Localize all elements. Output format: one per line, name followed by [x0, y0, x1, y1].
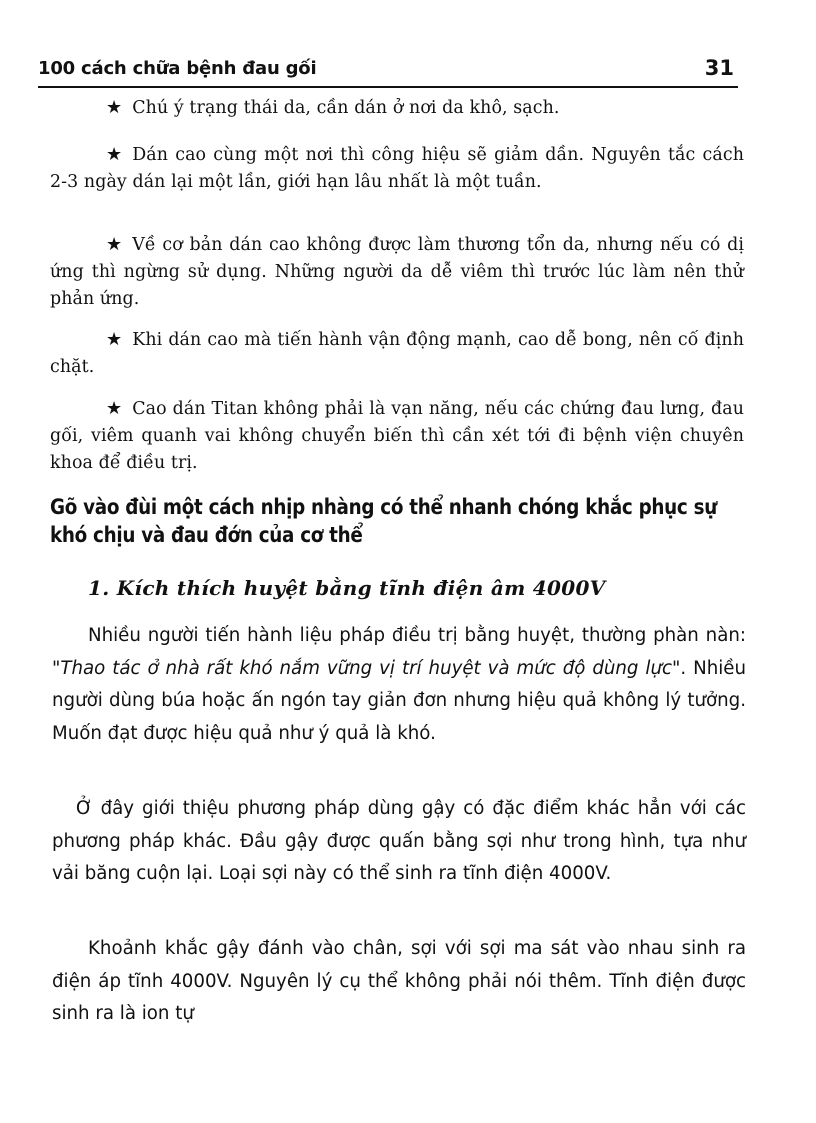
star-bullet-icon: ★: [106, 329, 123, 350]
tip-text: Chú ý trạng thái da, cần dán ở nơi da khô, sạch.: [132, 98, 560, 118]
body-paragraph: [52, 620, 746, 750]
subsection-heading: 1. Kích thích huyệt bằng tĩnh điện âm 4000V: [88, 576, 606, 600]
body-paragraph: Khoảnh khắc gậy đánh vào chân, sợi với sợi ma sát vào nhau sinh ra điện áp tĩnh 4000V. Nguyên lý cụ thể không phải nói thêm. Tĩnh điện được sinh ra là ion tự: [52, 938, 746, 1024]
star-bullet-icon: ★: [106, 398, 123, 419]
body-paragraph: Ở đây giới thiệu phương pháp dùng gậy có đặc điểm khác hẳn với các phương pháp khác. Đầu gậy được quấn bằng sợi như trong hình, tựa như vải băng cuộn lại. Loại sợi này có thể sinh ra tĩnh điện 4000V.: [52, 798, 746, 884]
tip-text: Khi dán cao mà tiến hành vận động mạnh, cao dễ bong, nên cố định chặt.: [50, 330, 744, 377]
star-bullet-icon: ★: [106, 234, 123, 255]
tip-paragraph: [50, 141, 744, 196]
star-bullet-icon: ★: [106, 144, 123, 165]
page-number: 31: [704, 56, 734, 80]
quoted-complaint: "Thao tác ở nhà rất khó nắm vững vị trí huyệt và mức độ dùng lực": [52, 657, 681, 679]
tip-text: Về cơ bản dán cao không được làm thương tổn da, nhưng nếu có dị ứng thì ngừng sử dụng. Những người da dễ viêm thì trước lúc làm nên thử phản ứng.: [50, 235, 744, 309]
tip-text: Cao dán Titan không phải là vạn năng, nếu các chứng đau lưng, đau gối, viêm quanh vai không chuyển biến thì cần xét tới đi bệnh viện chuyên khoa để điều trị.: [50, 399, 744, 473]
tip-paragraph: [50, 231, 744, 313]
book-title: 100 cách chữa bệnh đau gối: [38, 58, 317, 79]
tip-paragraph: [50, 395, 744, 477]
tip-paragraph: [50, 94, 744, 122]
section-heading: Gõ vào đùi một cách nhịp nhàng có thể nhanh chóng khắc phục sự khó chịu và đau đớn của cơ thể: [50, 495, 717, 547]
paragraph-text: . Nhiều người dùng búa hoặc ấn ngón tay giản đơn nhưng hiệu quả không lý tưởng. Muốn đạt được hiệu quả như ý quả là khó.: [52, 657, 746, 744]
running-header: [38, 56, 738, 88]
paragraph-text: Nhiều người tiến hành liệu pháp điều trị bằng huyệt, thường phàn nàn:: [88, 625, 746, 646]
tip-text: Dán cao cùng một nơi thì công hiệu sẽ giảm dần. Nguyên tắc cách 2-3 ngày dán lại một lần, giới hạn lâu nhất là một tuần.: [50, 145, 744, 192]
tip-paragraph: [50, 326, 744, 381]
star-bullet-icon: ★: [106, 97, 123, 118]
